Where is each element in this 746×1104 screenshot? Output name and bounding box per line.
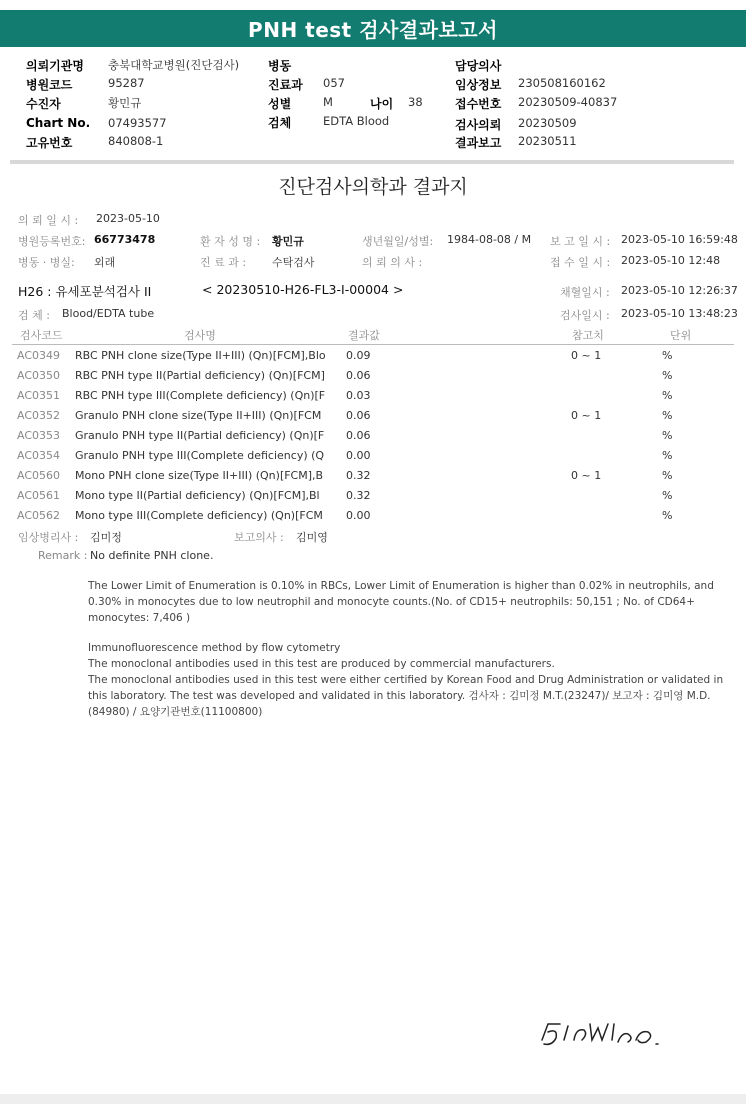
col-unit-header: 단위 [670,329,692,342]
method-paragraph [88,640,728,720]
ward-room: 외래 [94,256,116,269]
row-name: Granulo PNH type III(Complete deficiency) (Q [75,449,325,462]
unique-no-label: 고유번호 [26,136,73,150]
dept-label: 진료과 [268,78,303,92]
row-value: 0.03 [346,389,371,402]
method-line-1: Immunofluorescence method by flow cytometry [88,642,341,654]
dept-value: 057 [323,76,345,90]
row-value: 0.32 [346,469,371,482]
remark: No definite PNH clone. [90,549,214,562]
req-doctor-label: 의 뢰 의 사 : [362,256,423,269]
table-header-line [12,344,734,345]
report-doctor: 김미영 [296,531,328,544]
row-code: AC0353 [17,429,61,442]
sex-value: M [323,95,333,109]
signature [538,1010,688,1059]
hospital-code-label: 병원코드 [26,78,73,92]
row-code: AC0351 [17,389,61,402]
dept2: 수탁검사 [272,256,315,269]
signature-image [538,1010,688,1055]
col-code-header: 검사코드 [20,329,63,342]
row-name: Mono PNH clone size(Type II+III) (Qn)[FCM],B [75,469,324,482]
row-unit: % [662,469,673,482]
test-time: 2023-05-10 13:48:23 [621,307,738,320]
enumeration-paragraph: The Lower Limit of Enumeration is 0.10% in RBCs, Lower Limit of Enumeration is higher than 0.02% in neutrophils, and 0.30% in monocytes due to low neutrophil and monocyte counts.(No. of CD15+ neutrophils: 50,151 ; No. of CD64+ monocytes: 7,406 ) [88,580,714,624]
reg-no-label: 병원등록번호: [18,235,86,248]
remark-label: Remark : [38,549,88,562]
row-code: AC0560 [17,469,61,482]
row-name: RBC PNH type II(Partial deficiency) (Qn)[FCM] [75,369,325,382]
row-unit: % [662,389,673,402]
sex-label: 성별 [268,97,292,111]
row-unit: % [662,409,673,422]
patient-name-label: 환 자 성 명 : [200,235,261,248]
specimen2: Blood/EDTA tube [62,307,155,320]
report-time: 2023-05-10 16:59:48 [621,233,738,246]
req-date: 2023-05-10 [96,212,160,225]
method-line-3: The monoclonal antibodies used in this test were either certified by Korean Food and Drug Administration or validated in this laboratory. The test was developed and validated in this laboratory. 검사자 : 김미정 M.T.(23247)/ 보고자 : 김미영 M.D.(84980) / 요양기관번호(11100800) [88,674,724,718]
collect-label: 채혈일시 : [560,286,610,299]
row-ref: 0 ~ 1 [571,469,602,482]
specimen2-label: 검 체 : [18,309,50,322]
report-title: PNH test 검사결과보고서 [0,10,746,47]
dept2-label: 진 료 과 : [200,256,247,269]
collect-time: 2023-05-10 12:26:37 [621,284,738,297]
hospital-code-value: 95287 [108,76,145,90]
row-unit: % [662,369,673,382]
row-value: 0.06 [346,429,371,442]
row-value: 0.06 [346,409,371,422]
dob: 1984-08-08 / M [447,233,532,246]
row-unit: % [662,429,673,442]
req-date-label: 의 뢰 일 시 : [18,214,79,227]
row-code: AC0350 [17,369,61,382]
col-ref-header: 참고치 [572,329,604,342]
chart-no-label: Chart No. [26,116,91,130]
row-name: Mono type II(Partial deficiency) (Qn)[FCM],Bl [75,489,320,502]
row-code: AC0562 [17,509,61,522]
row-code: AC0561 [17,489,61,502]
report-time-label: 보 고 일 시 : [550,235,611,248]
bottom-bar [0,1094,746,1104]
specimen-value: EDTA Blood [323,114,390,128]
row-name: RBC PNH type III(Complete deficiency) (Qn)[F [75,389,326,402]
unique-no-value: 840808-1 [108,134,164,148]
clinical-info-label: 임상정보 [455,78,502,92]
row-name: Granulo PNH type II(Partial deficiency) (Qn)[F [75,429,325,442]
receipt-time-label: 접 수 일 시 : [550,256,611,269]
ward-label: 병동 [268,59,292,73]
chart-no-value: 07493577 [108,116,167,130]
result-date-label: 결과보고 [455,136,502,150]
hospital-label: 의뢰기관명 [26,59,84,73]
row-value: 0.00 [346,449,371,462]
hospital-value: 충북대학교병원(진단검사) [108,58,240,72]
row-name: Mono type III(Complete deficiency) (Qn)[FCM [75,509,323,522]
row-code: AC0354 [17,449,61,462]
row-unit: % [662,489,673,502]
receipt-no-label: 접수번호 [455,97,502,111]
ward-room-label: 병동 · 병실: [18,256,75,269]
section-title: H26 : 유세포분석검사 II [18,284,152,299]
row-value: 0.09 [346,349,371,362]
specimen-label: 검체 [268,116,292,130]
age-value: 38 [408,95,423,109]
row-value: 0.06 [346,369,371,382]
col-value-header: 결과값 [348,329,380,342]
age-label: 나이 [370,97,394,111]
patient-label: 수진자 [26,97,61,111]
receipt-no-value: 20230509-40837 [518,95,618,109]
row-unit: % [662,349,673,362]
row-ref: 0 ~ 1 [571,349,602,362]
doctor-label: 담당의사 [455,59,502,73]
row-name: Granulo PNH clone size(Type II+III) (Qn)[FCM [75,409,322,422]
receipt-time: 2023-05-10 12:48 [621,254,721,267]
col-name-header: 검사명 [184,329,216,342]
dob-label: 생년월일/성별: [362,235,434,248]
result-sheet-title: 진단검사의학과 결과지 [278,176,468,198]
row-value: 0.32 [346,489,371,502]
reg-no: 66773478 [94,233,156,246]
pathologist: 김미정 [90,531,122,544]
row-code: AC0352 [17,409,61,422]
request-date-value: 20230509 [518,116,577,130]
result-date-value: 20230511 [518,134,577,148]
row-value: 0.00 [346,509,371,522]
row-name: RBC PNH clone size(Type II+III) (Qn)[FCM],Blo [75,349,326,362]
test-time-label: 검사일시 : [560,309,610,322]
method-line-2: The monoclonal antibodies used in this test are produced by commercial manufacturers. [88,658,555,670]
row-code: AC0349 [17,349,61,362]
patient-value: 황민규 [108,96,142,110]
row-unit: % [662,449,673,462]
clinical-info-value: 230508160162 [518,76,606,90]
report-doctor-label: 보고의사 : [234,531,284,544]
pathologist-label: 임상병리사 : [18,531,79,544]
row-unit: % [662,509,673,522]
row-ref: 0 ~ 1 [571,409,602,422]
request-date-label: 검사의뢰 [455,118,502,132]
header-divider [10,160,734,164]
section-id: < 20230510-H26-FL3-I-00004 > [202,282,404,297]
patient-name: 황민규 [272,235,304,248]
